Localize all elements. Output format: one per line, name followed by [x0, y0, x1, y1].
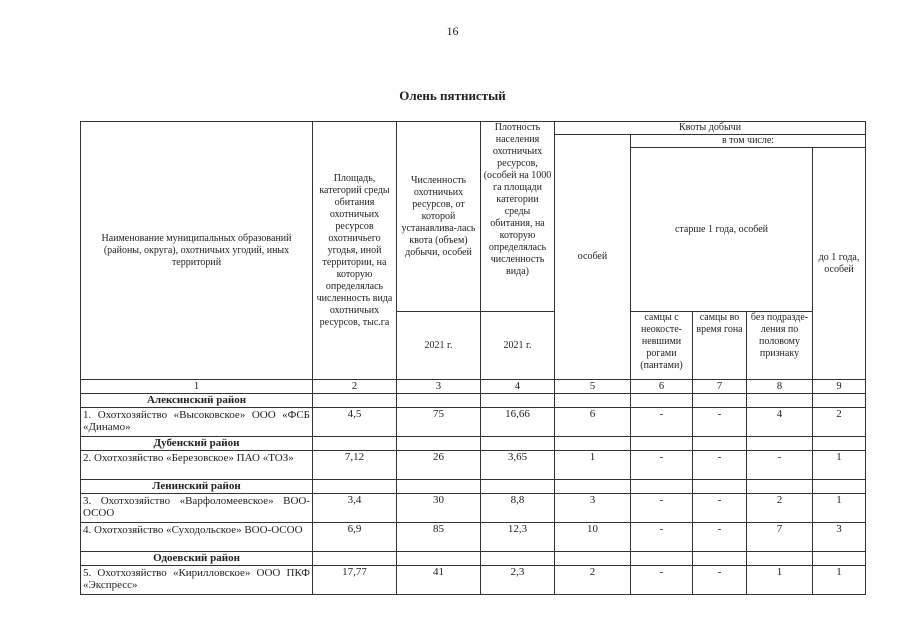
header-males-rut: самцы во время гона [693, 312, 747, 380]
rut-cell: - [693, 408, 747, 437]
nosex-cell: 2 [747, 494, 813, 523]
rut-cell: - [693, 494, 747, 523]
young-cell: 1 [813, 566, 866, 595]
hunting-ground-name: 3. Охотхозяйство «Варфоломеевское» ВОО-ОСОО [81, 494, 313, 523]
header-young: до 1 года, особей [813, 148, 866, 380]
total-cell: 1 [555, 451, 631, 480]
column-number: 6 [631, 380, 693, 394]
total-cell: 2 [555, 566, 631, 595]
density-cell: 16,66 [481, 408, 555, 437]
column-number: 3 [397, 380, 481, 394]
district-name: Одоевский район [81, 552, 313, 566]
count-cell: 75 [397, 408, 481, 437]
header-density-year: 2021 г. [481, 312, 555, 380]
hunting-ground-name: 1. Охотхозяйство «Высоковское» ООО «ФСБ «Динамо» [81, 408, 313, 437]
area-cell: 3,4 [313, 494, 397, 523]
nosex-cell: - [747, 451, 813, 480]
header-density-cell [481, 122, 555, 312]
district-row [81, 394, 866, 408]
count-cell: 30 [397, 494, 481, 523]
area-cell: 6,9 [313, 523, 397, 552]
table-row [81, 494, 866, 523]
density-cell: 8,8 [481, 494, 555, 523]
district-row [81, 480, 866, 494]
total-cell: 10 [555, 523, 631, 552]
hunting-ground-name: 2. Охотхозяйство «Березовское» ПАО «ТОЗ» [81, 451, 313, 480]
area-cell: 7,12 [313, 451, 397, 480]
rut-cell: - [693, 523, 747, 552]
rut-cell: - [693, 451, 747, 480]
column-number: 9 [813, 380, 866, 394]
header-count-year: 2021 г. [397, 312, 481, 380]
column-number: 4 [481, 380, 555, 394]
header-including: в том числе: [631, 135, 866, 148]
young-cell: 1 [813, 451, 866, 480]
count-cell: 26 [397, 451, 481, 480]
header-males-antlers: самцы с неокосте-невшими рогами (пантами) [631, 312, 693, 380]
header-area-cell [313, 122, 397, 380]
column-number-row [81, 380, 866, 394]
header-count: Численность охотничьих ресурсов, от которой устанавлива-лась квота (объем) добычи, особей [401, 174, 476, 258]
count-cell: 85 [397, 523, 481, 552]
antlers-cell: - [631, 523, 693, 552]
district-row [81, 552, 866, 566]
header-quotas: Квоты добычи [555, 122, 866, 135]
young-cell: 2 [813, 408, 866, 437]
nosex-cell: 1 [747, 566, 813, 595]
header-total: особей [555, 135, 631, 380]
district-name: Дубенский район [81, 437, 313, 451]
header-name-cell [81, 122, 313, 380]
header-count-cell [397, 122, 481, 312]
header-older: старше 1 года, особей [631, 148, 813, 312]
header-area: Площадь, категорий среды обитания охотничьих ресурсов охотничьего угодья, иной территории, на которую определялась численность вида охотничьих ресурсов, тыс.га [316, 172, 393, 328]
column-number: 5 [555, 380, 631, 394]
header-no-sex: без подразде-ления по половому признаку [747, 312, 813, 380]
nosex-cell: 4 [747, 408, 813, 437]
density-cell: 12,3 [481, 523, 555, 552]
table-row [81, 523, 866, 552]
column-number: 2 [313, 380, 397, 394]
district-name: Алексинский район [81, 394, 313, 408]
header-density: Плотность населения охотничьих ресурсов, (особей на 1000 га площади категории среды обитания, на которую определялась численность вида) [483, 122, 552, 277]
antlers-cell: - [631, 451, 693, 480]
table-row [81, 451, 866, 480]
district-name: Ленинский район [81, 480, 313, 494]
nosex-cell: 7 [747, 523, 813, 552]
quota-table [80, 121, 866, 595]
page-number: 16 [446, 24, 459, 38]
district-row [81, 437, 866, 451]
count-cell: 41 [397, 566, 481, 595]
area-cell: 17,77 [313, 566, 397, 595]
density-cell: 2,3 [481, 566, 555, 595]
area-cell: 4,5 [313, 408, 397, 437]
hunting-ground-name: 4. Охотхозяйство «Суходольское» ВОО-ОСОО [81, 523, 313, 552]
table-row [81, 566, 866, 595]
header-name: Наименование муниципальных образований (районы, округа), охотничьих угодий, иных территорий [101, 232, 292, 268]
table-row [81, 408, 866, 437]
total-cell: 3 [555, 494, 631, 523]
column-number: 1 [81, 380, 313, 394]
young-cell: 1 [813, 494, 866, 523]
antlers-cell: - [631, 408, 693, 437]
column-number: 7 [693, 380, 747, 394]
rut-cell: - [693, 566, 747, 595]
young-cell: 3 [813, 523, 866, 552]
antlers-cell: - [631, 566, 693, 595]
hunting-ground-name: 5. Охотхозяйство «Кирилловское» ООО ПКФ «Экспресс» [81, 566, 313, 595]
column-number: 8 [747, 380, 813, 394]
density-cell: 3,65 [481, 451, 555, 480]
document-title: Олень пятнистый [399, 88, 506, 103]
total-cell: 6 [555, 408, 631, 437]
antlers-cell: - [631, 494, 693, 523]
